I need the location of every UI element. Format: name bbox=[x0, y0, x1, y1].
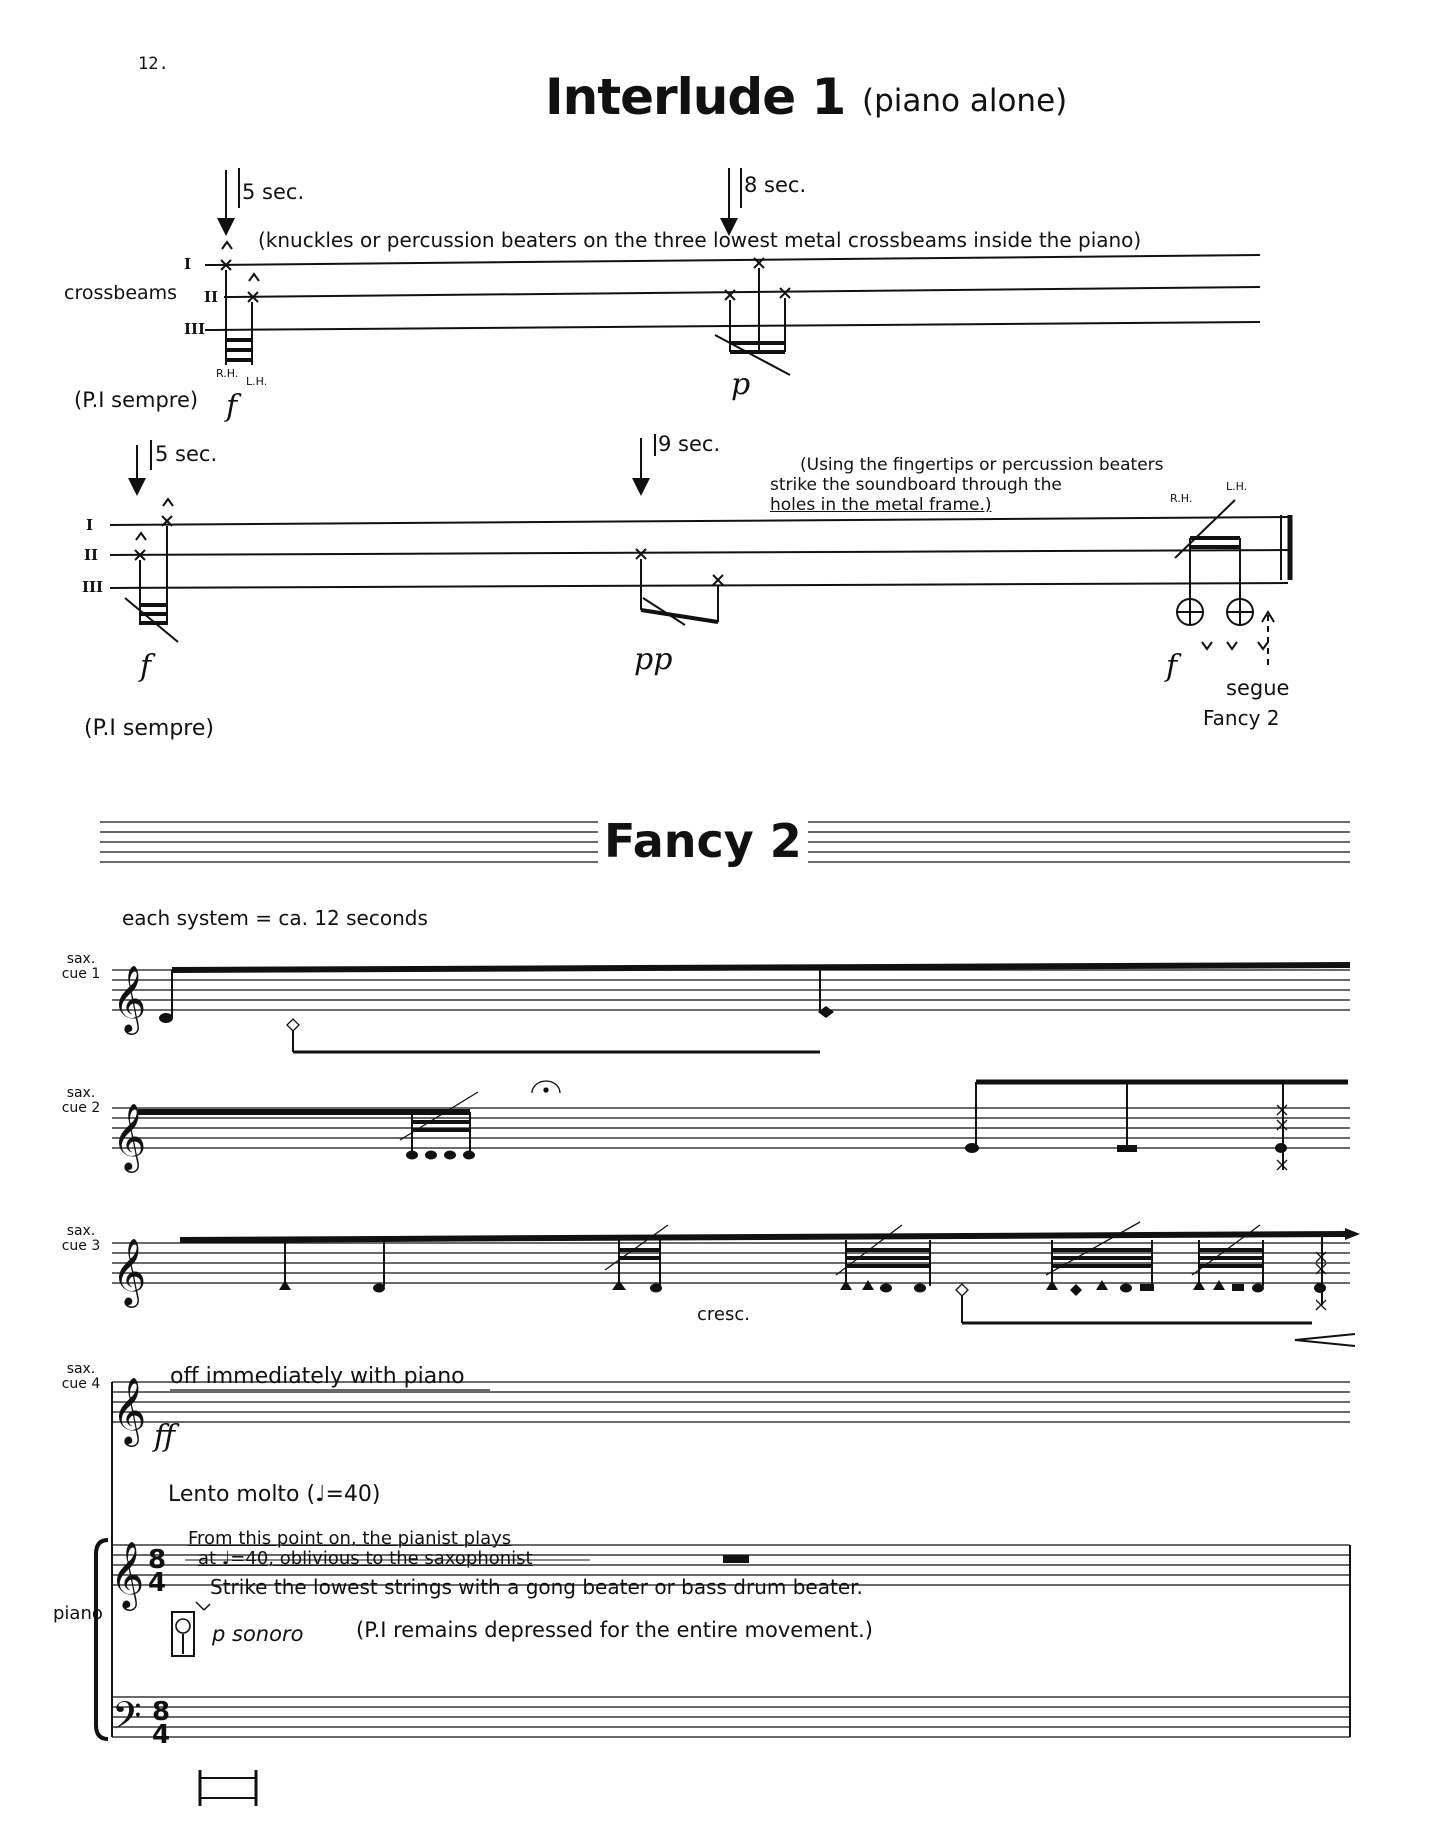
piano-label: piano bbox=[53, 1603, 103, 1624]
system-note: each system = ca. 12 seconds bbox=[122, 906, 428, 930]
instruction-text: (knuckles or percussion beaters on the three lowest metal crossbeams inside the piano) bbox=[258, 228, 1142, 252]
cue-instruction: off immediately with piano bbox=[170, 1364, 465, 1389]
dynamic-marking: p sonoro bbox=[212, 1622, 304, 1646]
dynamic-marking: pp bbox=[634, 642, 673, 677]
page-number: 12. bbox=[138, 54, 169, 74]
duration-label: 5 sec. bbox=[242, 180, 305, 204]
sax-cue-2-staff bbox=[112, 1081, 1350, 1173]
dynamic-marking: p bbox=[731, 367, 751, 402]
strike-instruction: Strike the lowest strings with a gong beater or bass drum beater. bbox=[210, 1575, 863, 1599]
pedal-note: (P.I remains depressed for the entire movement.) bbox=[356, 1618, 873, 1642]
segue-target: Fancy 2 bbox=[1203, 706, 1280, 730]
instruction-text: holes in the metal frame.) bbox=[770, 495, 992, 515]
beam-label: II bbox=[84, 546, 99, 564]
duration-label: 5 sec. bbox=[155, 442, 218, 466]
crossbeam-lines-row2 bbox=[110, 515, 1290, 588]
right-hand-label: R.H. bbox=[216, 367, 239, 380]
svg-text:4: 4 bbox=[152, 1720, 171, 1750]
dynamic-marking: ff bbox=[154, 1419, 176, 1454]
staff-label: crossbeams bbox=[64, 282, 178, 304]
svg-text:8: 8 bbox=[152, 1697, 171, 1727]
svg-text:8: 8 bbox=[148, 1545, 167, 1575]
right-hand-label: R.H. bbox=[1170, 492, 1193, 505]
instruction-text: strike the soundboard through the bbox=[770, 475, 1062, 495]
dynamic-marking: f bbox=[226, 389, 238, 424]
svg-text:𝄞: 𝄞 bbox=[112, 1376, 147, 1444]
sax-cue-4-staff bbox=[112, 1376, 1350, 1550]
svg-text:𝄞: 𝄞 bbox=[110, 1540, 145, 1608]
page-subtitle: (piano alone) bbox=[862, 83, 1068, 119]
svg-text:𝄞: 𝄞 bbox=[112, 964, 147, 1032]
cue-label: sax. cue 3 bbox=[61, 1223, 101, 1254]
pedal-instruction: (P.I sempre) bbox=[84, 716, 214, 741]
cue-label: sax. cue 2 bbox=[61, 1085, 101, 1116]
sax-cue-1-staff bbox=[112, 964, 1350, 1052]
beam-label: I bbox=[184, 255, 192, 273]
beam-label: III bbox=[82, 578, 104, 596]
dynamic-marking: f bbox=[140, 649, 152, 684]
page-title: Interlude 1 bbox=[545, 68, 846, 126]
beam-label: I bbox=[86, 516, 94, 534]
beam-label: III bbox=[184, 320, 206, 338]
left-hand-label: L.H. bbox=[1226, 480, 1248, 493]
left-hand-label: L.H. bbox=[246, 375, 268, 388]
piano-instruction: From this point on, the pianist plays bbox=[188, 1528, 512, 1549]
cresc-marking: cresc. bbox=[697, 1304, 750, 1325]
section-title: Fancy 2 bbox=[598, 818, 808, 864]
cue-label: sax. cue 4 bbox=[61, 1361, 101, 1392]
svg-text:𝄞: 𝄞 bbox=[112, 1102, 147, 1170]
segue-label: segue bbox=[1226, 676, 1290, 700]
sax-cue-3-staff bbox=[112, 1222, 1360, 1346]
svg-text:𝄢: 𝄢 bbox=[112, 1693, 142, 1747]
svg-text:𝄞: 𝄞 bbox=[112, 1237, 147, 1305]
beam-label: II bbox=[204, 288, 219, 306]
duration-label: 8 sec. bbox=[744, 173, 807, 197]
cue-label: sax. cue 1 bbox=[61, 951, 101, 982]
pedal-instruction: (P.I sempre) bbox=[74, 388, 199, 412]
piano-instruction: at ♩=40, oblivious to the saxophonist bbox=[198, 1548, 533, 1569]
svg-text:4: 4 bbox=[148, 1568, 167, 1598]
tempo-marking: Lento molto (♩=40) bbox=[168, 1482, 381, 1507]
duration-label: 9 sec. bbox=[658, 432, 721, 456]
dynamic-marking: f bbox=[1166, 649, 1178, 684]
instruction-text: (Using the fingertips or percussion beaters bbox=[800, 455, 1164, 475]
